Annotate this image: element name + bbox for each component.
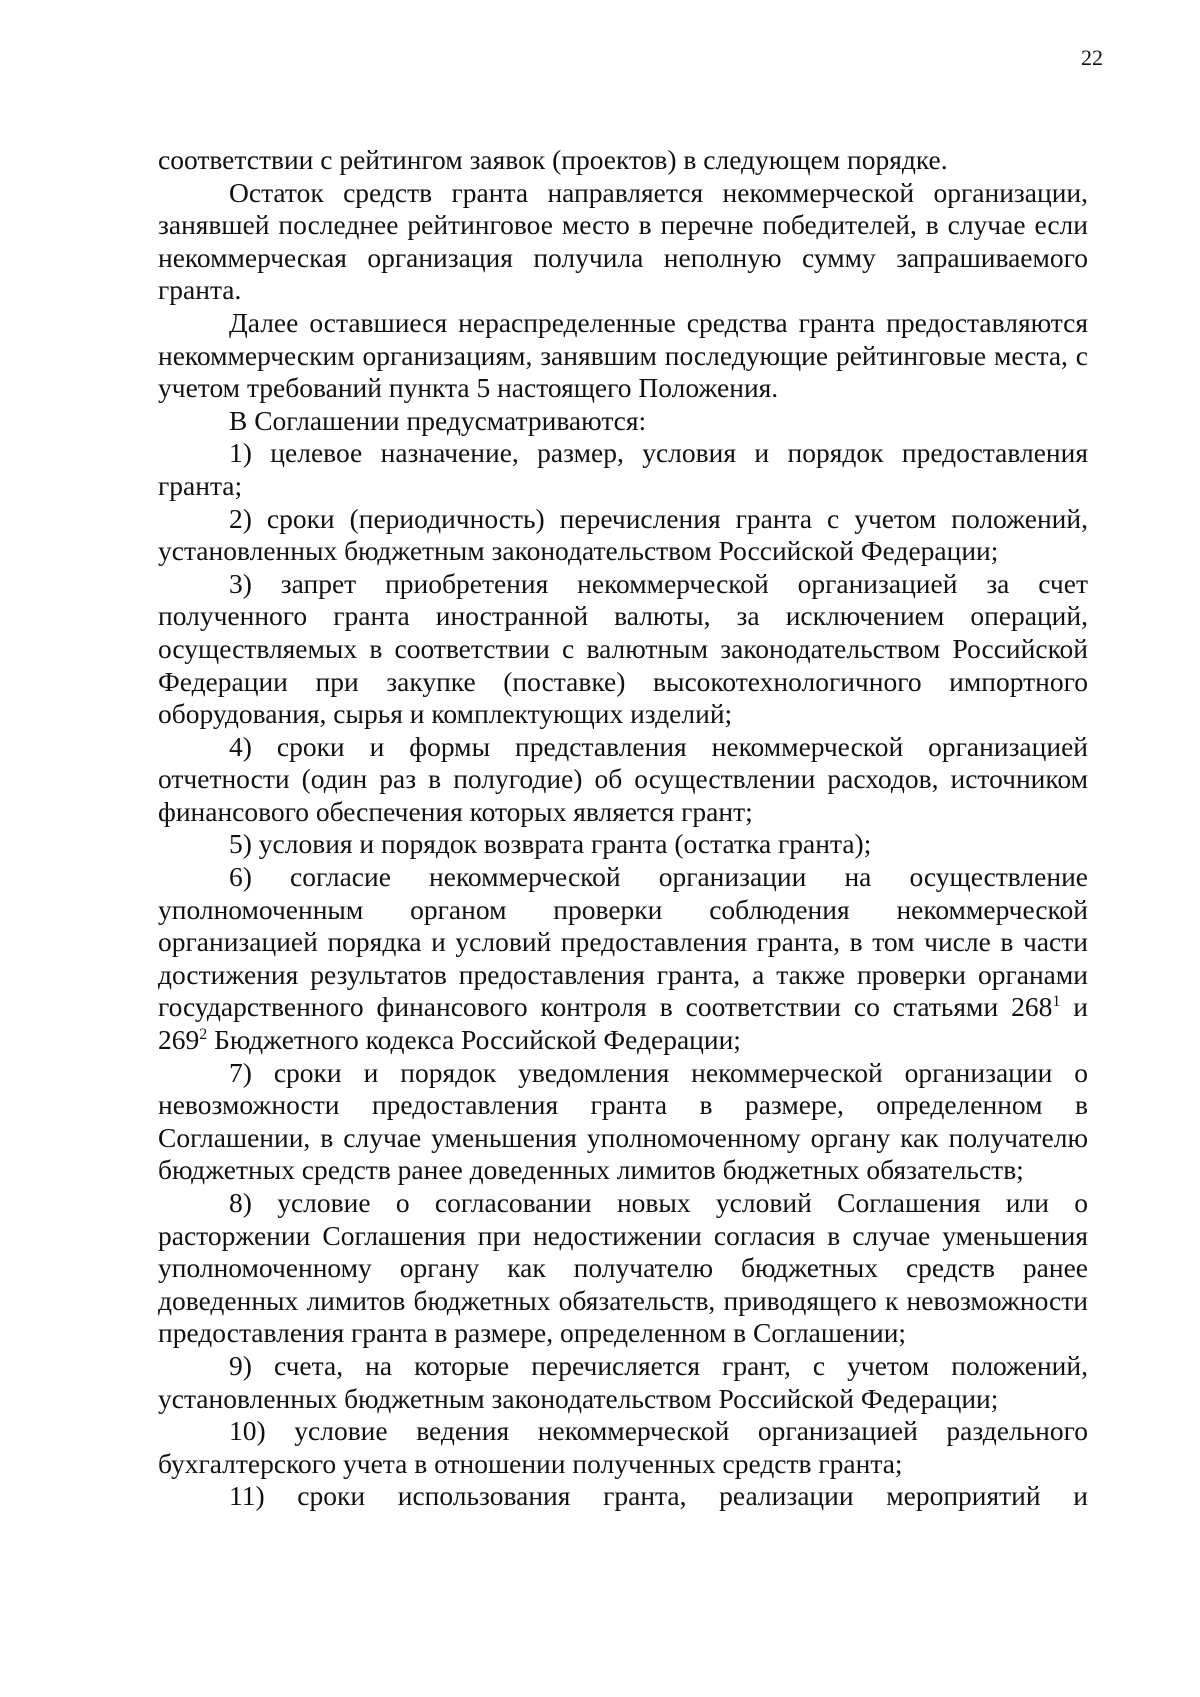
superscript-2: 2 — [199, 1025, 208, 1043]
superscript-1: 1 — [1052, 993, 1061, 1011]
document-body — [158, 144, 1088, 1513]
list-item-6-text-b: и 269 — [158, 991, 1088, 1056]
list-item-5: 5) условия и порядок возврата гранта (остатка гранта); — [229, 828, 872, 860]
paragraph-agreement-intro: В Соглашении предусматриваются: — [229, 404, 647, 436]
list-item-6 — [158, 861, 1088, 1057]
list-item-8: 8) условие о согласовании новых условий Соглашения или о расторжении Соглашения при недостижении согласия в случае уменьшения уполномоченному органу как получателю бюджетных средств ранее доведенных лимитов бюджетных обязательств, приводящего к невозможности предоставления гранта в размере, определенном в Соглашении; — [158, 1187, 1088, 1349]
list-item-6-text-a: 6) согласие некоммерческой организации на осуществление уполномоченным органом проверки соблюдения некоммерческой организацией порядка и условий предоставления гранта, в том числе в части достижения результатов предоставления гранта, а также проверки органами государственного финансового контроля в соответствии со статьями 268 — [158, 861, 1088, 1023]
list-item-7: 7) сроки и порядок уведомления некоммерческой организации о невозможности предоставления гранта в размере, определенном в Соглашении, в случае уменьшения уполномоченному органу как получателю бюджетных средств ранее доведенных лимитов бюджетных обязательств; — [158, 1056, 1088, 1186]
list-item-4: 4) сроки и формы представления некоммерческой организацией отчетности (один раз в полугодие) об осуществлении расходов, источником финансового обеспечения которых является грант; — [158, 730, 1088, 827]
list-item-9: 9) счета, на которые перечисляется грант, с учетом положений, установленных бюджетным законодательством Российской Федерации; — [158, 1349, 1088, 1414]
paragraph-continuation: соответствии с рейтингом заявок (проектов) в следующем порядке. — [158, 144, 948, 175]
list-item-3: 3) запрет приобретения некоммерческой организацией за счет полученного гранта иностранной валюты, за исключением операций, осуществляемых в соответствии с валютным законодательством Российской Федерации при закупке (поставке) высокотехнологичного импортного оборудования, сырья и комплектующих изделий; — [158, 567, 1088, 730]
list-item-2: 2) сроки (периодичность) перечисления гранта с учетом положений, установленных бюджетным законодательством Российской Федерации; — [158, 502, 1088, 567]
page-number: 22 — [1081, 45, 1103, 70]
paragraph-grant-remainder: Остаток средств гранта направляется некоммерческой организации, занявшей последнее рейтинговое место в перечне победителей, в случае если некоммерческая организация получила неполную сумму запрашиваемого гранта. — [158, 176, 1088, 306]
list-item-11: 11) сроки использования гранта, реализации мероприятий и — [229, 1480, 1088, 1512]
list-item-10: 10) условие ведения некоммерческой организацией раздельного бухгалтерского учета в отношении полученных средств гранта; — [158, 1415, 1088, 1479]
paragraph-remaining-funds: Далее оставшиеся нераспределенные средства гранта предоставляются некоммерческим организациям, занявшим последующие рейтинговые места, с учетом требований пункта 5 настоящего Положения. — [158, 306, 1088, 404]
list-item-1: 1) целевое назначение, размер, условия и порядок предоставления гранта; — [158, 437, 1088, 501]
list-item-6-text-c: Бюджетного кодекса Российской Федерации; — [207, 1024, 741, 1056]
